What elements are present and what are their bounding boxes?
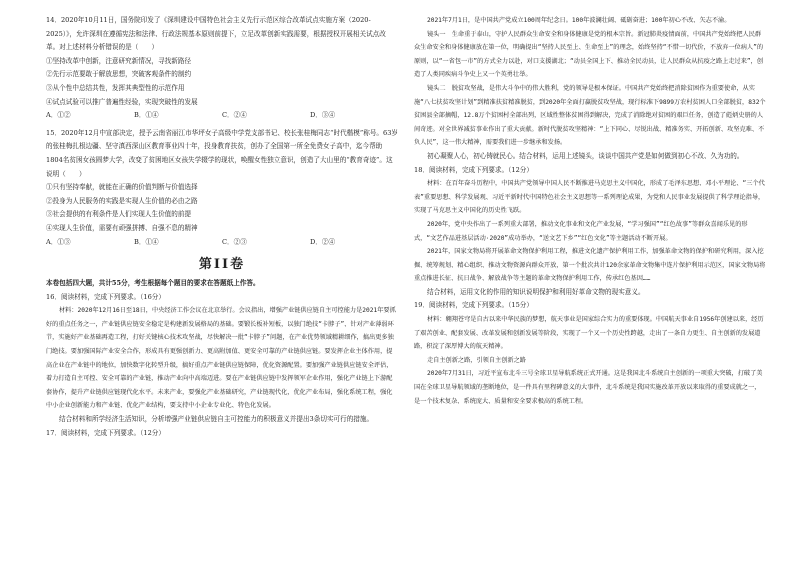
right-paragraph-6: 2020年，党中央作出了一系列重大部署，推动文化事业和文化产业发展，“学习强国”“红色故事”等群众喜闻乐见的形式，“文艺作品进基层活动·2020”成功举办，“送文艺下乡”“红色文化”等主题活动不断开展。 bbox=[414, 220, 748, 242]
right-paragraph-9: 材料：翱翔苍穹是自古以来中华民族的梦想，航天事业是国家综合实力的重要体现。中国航天事业自1956年创建以来，经历了艰苦创业、配套发展、改革发展和创新发展等阶段，实现了一个又一个历史性跨越，走出了一条自力更生、自主创新的发展道路，积淀了深厚博大的航天精神。 bbox=[414, 316, 764, 351]
q15-choice-d: D．②④ bbox=[310, 237, 336, 246]
q14-option-4: ④试点试验可以推广普遍性经验，实现突破性的发展 bbox=[46, 97, 198, 106]
q14-choices bbox=[46, 109, 398, 123]
q18-heading: 18．阅读材料，完成下列要求。（12分） bbox=[414, 165, 533, 174]
right-paragraph-7: 2021年，国家文物局将开展革命文物保护利用工程，推进文化遗产保护利用工作，加强革命文物的保护和研究利用，深入挖掘、统筹规划、精心组织、推动文物资源向群众开放，第一个批次共计120余家革命文物集中连片保护利用示范区，国家文物局将重点推进长征、抗日战争、解放战争等主题的革命文物保护利用工作，传承红色基因…… bbox=[414, 248, 766, 283]
right-column bbox=[414, 14, 766, 408]
q14-choice-a: A．①② bbox=[46, 111, 71, 120]
q16-heading: 16．阅读材料，完成下列要求。（16分） bbox=[46, 292, 165, 301]
right-paragraph-10: 走自主创新之路，引领自主创新之路 bbox=[427, 356, 526, 364]
right-paragraph-3: 镜头二 脱贫攻坚战，是伟大斗争中的伟大胜利，党的领导是根本保证。中国共产党始终把消除贫困作为重要使命，从实施“八七扶贫攻坚计划”到精准扶贫精准脱贫，到2020年全面打赢脱贫攻坚战，现行标准下9899万农村贫困人口全部脱贫，832个贫困县全部摘帽，12.8万个贫困村全部出列，区域性整体贫困得到解决，完成了消除绝对贫困的艰巨任务，创造了彪炳史册的人间奇迹。对全世界减贫事业作出了重大贡献。新时代脱贫攻坚精神：“上下同心、尽锐出战、精准务实、开拓创新、攻坚克难、不负人民”，这一伟大精神，需要我们进一步继承和发扬。 bbox=[414, 84, 766, 147]
q19-heading: 19．阅读材料，完成下列要求。（15分） bbox=[414, 301, 533, 310]
q15-option-3: ③社会提供的有利条件是人们实现人生价值的前提 bbox=[46, 210, 192, 219]
section-note: 本卷包括四大题，共计55分，考生根据每个题目的要求在答题纸上作答。 bbox=[46, 279, 260, 288]
right-paragraph-5: 材料：在百年奋斗历程中，中国共产党领导中国人民不断推进马克思主义中国化，形成了毛泽东思想、邓小平理论、“三个代表”重要思想、科学发展观、习近平新时代中国特色社会主义思想等一系列理论成果，为党和人民事业发展提供了科学理论指导，实现了马克思主义中国化的历史性飞跃。 bbox=[414, 180, 765, 215]
left-column bbox=[46, 14, 398, 440]
q14-choice-b: B．①④ bbox=[134, 111, 159, 120]
q14-choice-c: C．②④ bbox=[222, 111, 247, 120]
q14-option-1: ①坚持改革中创新，注意研究新情况，寻找新路径 bbox=[46, 56, 192, 65]
q15-option-1: ①只有坚持奉献，就能在正确的价值判断与价值选择 bbox=[46, 183, 198, 192]
q15-stem: 15．2020年12月中宣部决定，授予云南省丽江市华坪女子高级中学党支部书记、校长张桂梅同志“时代楷模”称号。63岁的张桂梅扎根边疆、坚守滇西深山区教育事业四十年，投身教育扶贫，创办了全国第一所全免费女子高中，迄今帮助1804名贫困女孩圆梦大学，改变了贫困地区女孩失学辍学的现状，唤醒女性独立意识，创造了大山里的“教育奇迹”。这说明（ ） bbox=[46, 128, 399, 178]
q15-choice-b: B．①④ bbox=[134, 237, 159, 246]
right-paragraph-1: 2021年7月1日，是中国共产党成立100周年纪念日。100年波澜壮阔、砥砺奋进；100年初心不改、矢志不渝。 bbox=[427, 17, 731, 24]
right-paragraph-4: 初心凝聚人心，初心铸就民心。结合材料，运用上述镜头，谈谈中国共产党是如何做到初心不改、久为功的。 bbox=[427, 151, 744, 160]
q15-choice-a: A．①③ bbox=[46, 237, 71, 246]
q14-option-2: ②先行示范要敢于解放思想，突破客观条件的制约 bbox=[46, 70, 192, 79]
q15-option-4: ④实现人生价值，需要有顽强拼搏、自强不息的精神 bbox=[46, 223, 198, 232]
right-paragraph-8: 结合材料，运用文化的作用的知识说明保护和利用好革命文物的现实意义。 bbox=[427, 287, 645, 296]
q15-option-2: ②投身为人民服务的实践是实现人生价值的必由之路 bbox=[46, 196, 198, 205]
q14-stem: 14．2020年10月11日，国务院印发了《深圳建设中国特色社会主义先行示范区综合改革试点实施方案（2020-2025）》，允许深圳在遵循宪法和法律、行政法规基本原则前提下，立足改革创新实践需要，根据授权开展相关试点改革。对上述材料分析错误的是（ ） bbox=[46, 16, 386, 52]
q17-heading: 17．阅读材料，完成下列要求。（12分） bbox=[46, 428, 165, 437]
q14-option-3: ③从个性中总结共性，发挥其典型性的示范作用 bbox=[46, 83, 185, 92]
right-paragraph-11: 2020年7月31日，习近平宣布北斗三号全球卫星导航系统正式开通。这是我国北斗系统自主创新的一项重大突破，打破了美国在全球卫星导航领域的垄断地位，是一件具有里程碑意义的大事件，北斗系统是我国实施改革开放以来取得的重要成就之一，是一个技术复杂、系统庞大、质量和安全要求极高的系统工程。 bbox=[414, 370, 763, 405]
section-title: 第II卷 bbox=[198, 257, 246, 273]
q15-choices bbox=[46, 236, 398, 250]
q16-material: 材料：2020年12月16日至18日，中央经济工作会议在北京举行。会议指出，增强产业链供应链自主可控能力是2021年要抓好的重点任务之一，产业链供应链安全稳定是构建新发展格局的基础。要锻长板补短板，以独门绝技“卡脖子”、针对产业薄弱环节，实施好产业基础再造工程，打好关键核心技术攻坚战，尽快解决一批“卡脖子”问题，在产业优势领域精耕细作，搞出更多独门绝技。要加强国际产业安全合作，形成具有更强创新力、更高附加值、更安全可靠的产业链供应链。要发挥企业主体作用，提高企业在产业链中的地位，加快数字化转型升级，搞好重点产业链供应链保障，优化资源配置。要加强产业链供应链安全评估，着力打造自主可控、安全可靠的产业链，推动产业向中高端迈进。要在产业链供应链中发挥领军企业作用，强化产业链上下游配套协作，提升产业链供应链现代化水平。未来产业，要强化产业基础研究，产业链现代化，优化产业布局，强化系统工程，强化中小企业创新能力和产业链、优化产业结构，要支持中小企业专业化、特色化发展。 bbox=[46, 307, 396, 410]
q14-choice-d: D．③④ bbox=[310, 111, 336, 120]
right-paragraph-2: 镜头一 生命重于泰山，守护人民群众生命安全和身体健康是党的根本宗旨。新冠肺炎疫情面前，中国共产党始终把人民群众生命安全和身体健康放在第一位，明确提出“坚持人民至上、生命至上”的理念，始终坚持“不惜一切代价，不放弃一位病人”的原则，以“一省包一市”的方式全力以赴，对口支援湖北；“动员全国上下、推动全民动员，让人民群众从抗疫之路上走过来”，创造了人类同疾病斗争史上又一个英勇壮举。 bbox=[414, 30, 764, 79]
q16-task: 结合材料和所学经济生活知识，分析增强产业链供应链自主可控能力的积极意义并提出3条切实可行的措施。 bbox=[59, 415, 374, 424]
q15-choice-c: C．②③ bbox=[222, 237, 247, 246]
